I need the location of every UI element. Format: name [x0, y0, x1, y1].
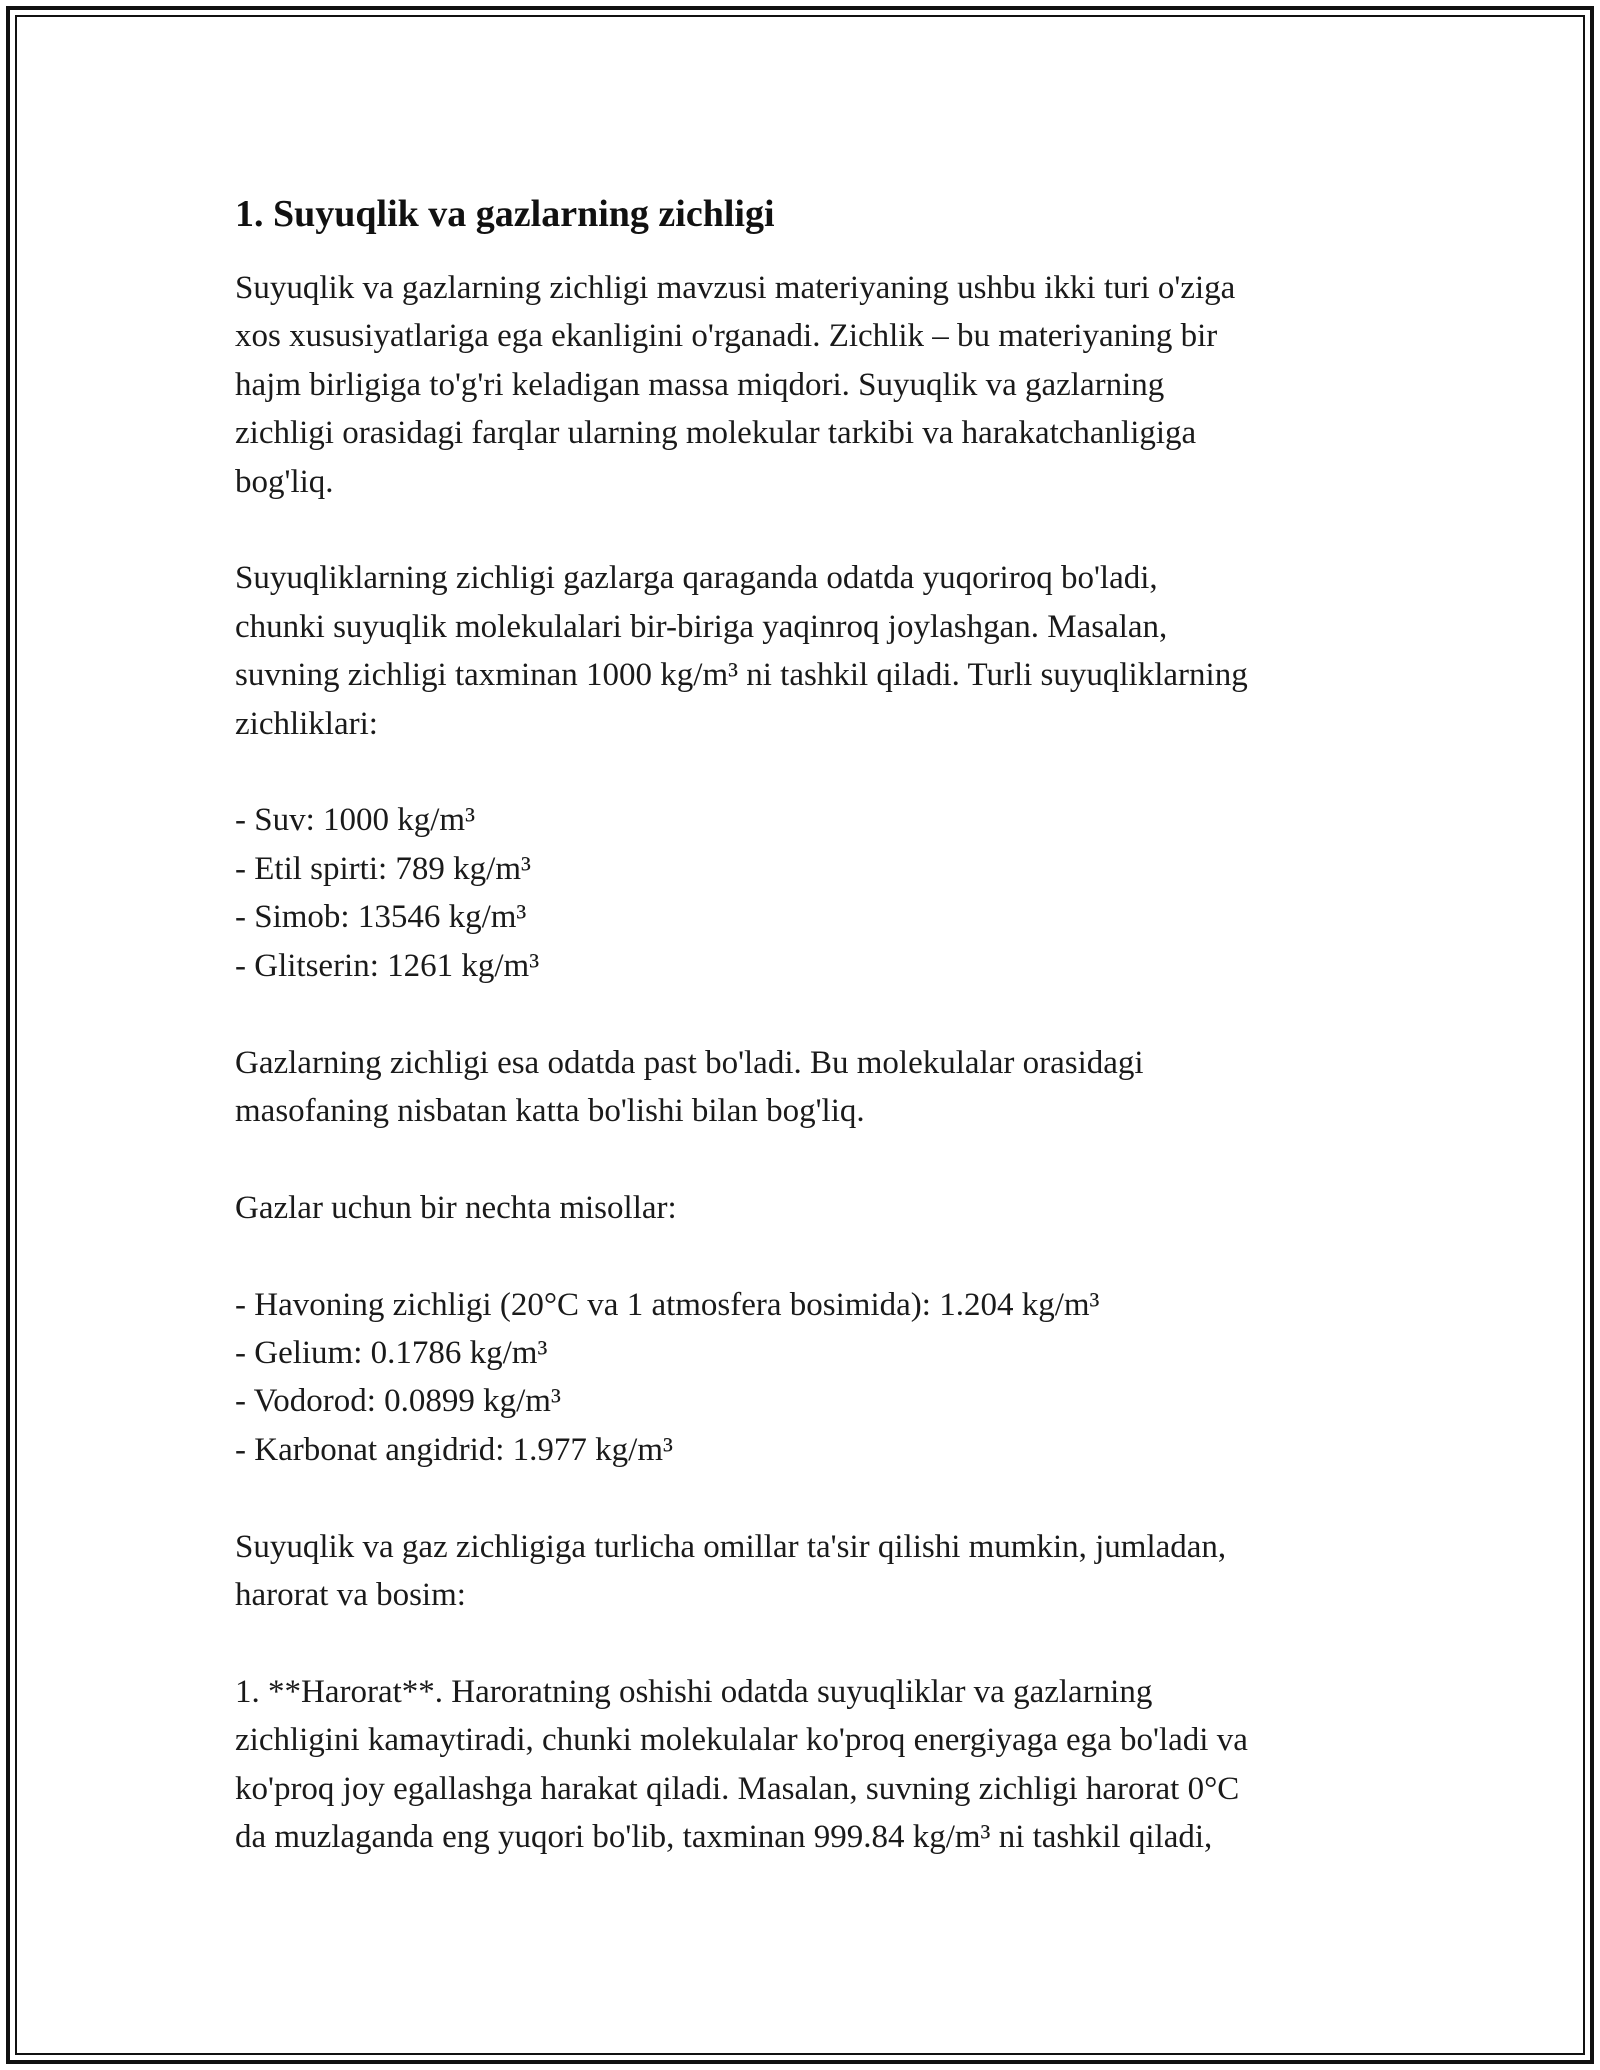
paragraph-gases: Gazlarning zichligi esa odatda past bo'ladi. Bu molekulalar orasidagi masofaning nisbatan katta bo'lishi bilan bog'liq.	[235, 1044, 1144, 1129]
section-title: 1. Suyuqlik va gazlarning zichligi	[235, 193, 775, 235]
section-text	[235, 264, 1375, 1861]
paragraph-gas-examples-intro: Gazlar uchun bir nechta misollar:	[235, 1189, 677, 1226]
list-liquid-densities: - Suv: 1000 kg/m³ - Etil spirti: 789 kg/m³ - Simob: 13546 kg/m³ - Glitserin: 1261 kg/m³	[235, 802, 540, 984]
paragraph-intro: Suyuqlik va gazlarning zichligi mavzusi materiyaning ushbu ikki turi o'ziga xos xususiyatlariga ega ekanligini o'rganadi. Zichlik – bu materiyaning bir hajm birligiga to'g'ri keladigan massa miqdori. Suyuqlik va gazlarning zichligi orasidagi farqlar ularning molekular tarkibi va harakatchanligiga bog'liq.	[235, 270, 1236, 500]
paragraph-liquids: Suyuqliklarning zichligi gazlarga qaraganda odatda yuqoriroq bo'ladi, chunki suyuqlik molekulalari bir-biriga yaqinroq joylashgan. Masalan, suvning zichligi taxminan 1000 kg/m³ ni tashkil qiladi. Turli suyuqliklarning zichliklari:	[235, 560, 1248, 742]
paragraph-temperature: 1. **Harorat**. Haroratning oshishi odatda suyuqliklar va gazlarning zichligini kamaytiradi, chunki molekulalar ko'proq energiyaga ega bo'ladi va ko'proq joy egallashga harakat qiladi. Masalan, suvning zichligi harorat 0°C da muzlaganda eng yuqori bo'lib, taxminan 999.84 kg/m³ ni tashkil qiladi,	[235, 1673, 1248, 1855]
list-gas-densities: - Havoning zichligi (20°C va 1 atmosfera bosimida): 1.204 kg/m³ - Gelium: 0.1786 kg/m³ - Vodorod: 0.0899 kg/m³ - Karbonat angidrid: 1.977 kg/m³	[235, 1286, 1100, 1468]
paragraph-factors: Suyuqlik va gaz zichligiga turlicha omillar ta'sir qilishi mumkin, jumladan, harorat va bosim:	[235, 1528, 1227, 1613]
document-body	[235, 188, 1375, 1861]
